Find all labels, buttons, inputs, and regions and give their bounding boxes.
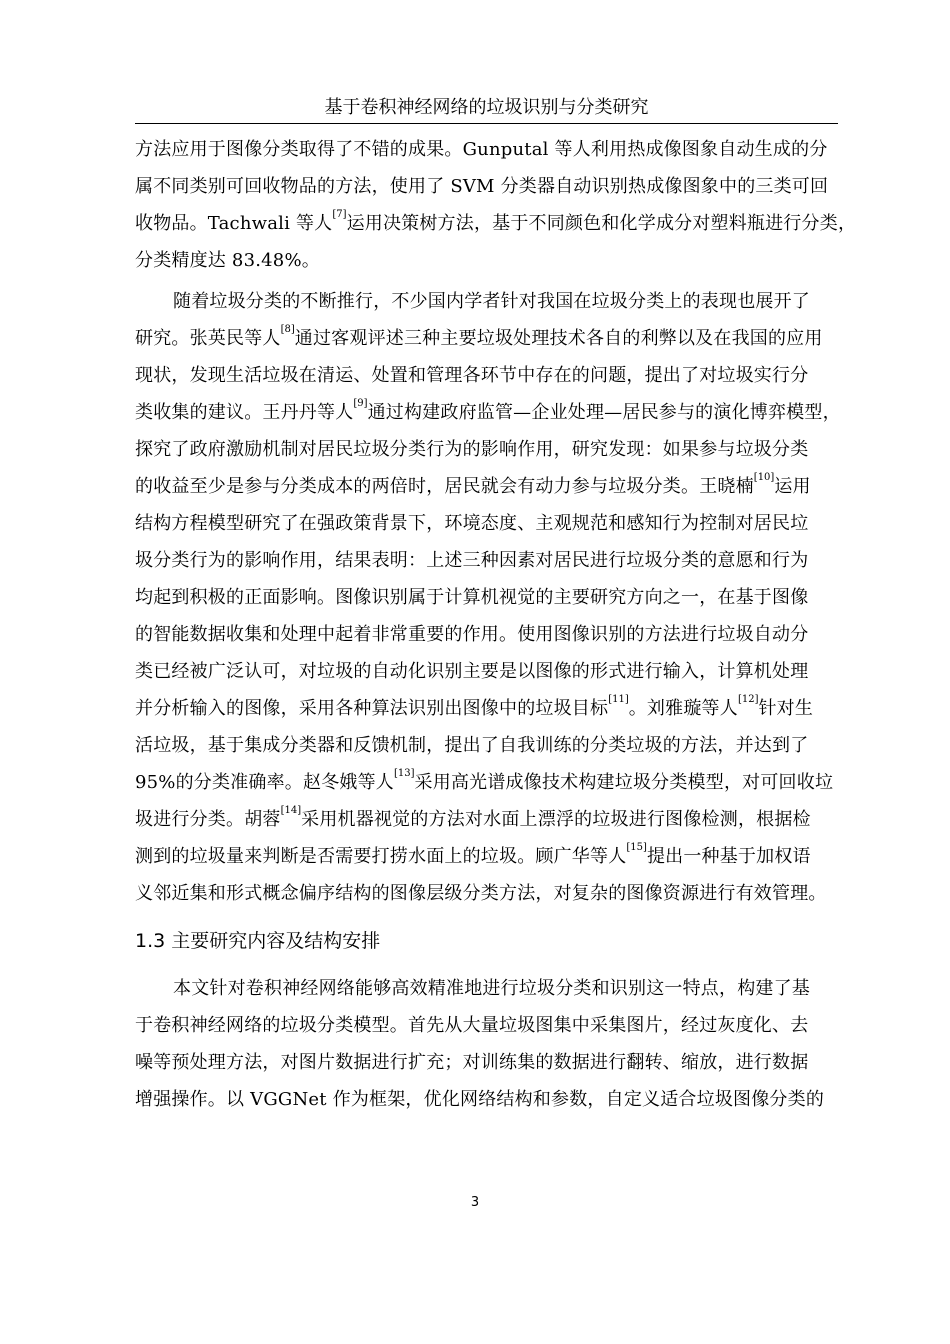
text-line: [135, 357, 865, 394]
text-line: [135, 875, 865, 912]
text-line: [135, 283, 865, 320]
text-run: 活垃圾，基于集成分类器和反馈机制，提出了自我训练的分类垃圾的方法，并达到了: [135, 735, 809, 756]
text-run: 于卷积神经网络的垃圾分类模型。首先从大量垃圾图集中采集图片，经过灰度化、去: [135, 1015, 809, 1036]
text-run: 探究了政府激励机制对居民垃圾分类行为的影响作用，研究发现：如果参与垃圾分类: [135, 439, 809, 460]
text-run: 属不同类别可回收物品的方法，使用了 SVM 分类器自动识别热成像图象中的三类可回: [135, 176, 829, 197]
citation-marker: [7]: [332, 209, 347, 220]
text-line: [135, 320, 865, 357]
text-run: 通过客观评述三种主要垃圾处理技术各自的利弊以及在我国的应用: [294, 328, 823, 349]
text-run: 分类精度达 83.48%。: [135, 250, 320, 271]
text-line: [135, 242, 865, 279]
text-run: 结构方程模型研究了在强政策背景下，环境态度、主观规范和感知行为控制对居民垃: [135, 513, 809, 534]
text-run: 随着垃圾分类的不断推行，不少国内学者针对我国在垃圾分类上的表现也展开了: [173, 291, 810, 312]
text-line: [135, 1044, 865, 1081]
text-line: [135, 394, 865, 431]
text-run: 通过构建政府监管—企业处理—居民参与的演化博弈模型，: [367, 402, 841, 423]
text-run: 测到的垃圾量来判断是否需要打捞水面上的垃圾。顾广华等人: [135, 846, 627, 867]
text-line: [135, 505, 865, 542]
text-run: 收物品。Tachwali 等人: [135, 213, 333, 234]
text-run: 运用决策树方法，基于不同颜色和化学成分对塑料瓶进行分类，: [346, 213, 857, 234]
text-line: [135, 131, 865, 168]
citation-marker: [9]: [353, 398, 368, 409]
text-run: 的收益至少是参与分类成本的两倍时，居民就会有动力参与垃圾分类。王晓楠: [135, 476, 754, 497]
text-line: [135, 431, 865, 468]
text-run: 并分析输入的图像，采用各种算法识别出图像中的垃圾目标: [135, 698, 609, 719]
text-line: [135, 616, 865, 653]
text-run: 增强操作。以 VGGNet 作为框架，优化网络结构和参数，自定义适合垃圾图像分类的: [135, 1089, 825, 1110]
text-run: 义邻近集和形式概念偏序结构的图像层级分类方法，对复杂的图像资源进行有效管理。: [135, 883, 827, 904]
running-header: 基于卷积神经网络的垃圾识别与分类研究: [324, 97, 649, 118]
header-rule: [135, 123, 838, 124]
paragraph-group: [135, 131, 865, 912]
text-line: [135, 690, 865, 727]
citation-marker: [15]: [626, 842, 647, 853]
text-line: [135, 801, 865, 838]
citation-marker: [12]: [737, 694, 759, 705]
text-run: 的智能数据收集和处理中起着非常重要的作用。使用图像识别的方法进行垃圾自动分: [135, 624, 809, 645]
text-line: [135, 764, 865, 801]
text-run: 均起到积极的正面影响。图像识别属于计算机视觉的主要研究方向之一，在基于图像: [135, 587, 809, 608]
page-number: 3: [470, 1195, 480, 1210]
text-run: 圾进行分类。胡蓉: [135, 809, 281, 830]
text-line: [135, 468, 865, 505]
text-run: 类收集的建议。王丹丹等人: [135, 402, 354, 423]
citation-marker: [8]: [280, 324, 295, 335]
text-line: [135, 579, 865, 616]
text-run: 采用高光谱成像技术构建垃圾分类模型，对可回收垃: [414, 772, 834, 793]
document-body: [135, 131, 865, 1118]
text-run: 运用: [774, 476, 811, 497]
text-run: 针对生: [758, 698, 814, 719]
text-run: 圾分类行为的影响作用，结果表明：上述三种因素对居民进行垃圾分类的意愿和行为: [135, 550, 809, 571]
text-run: 。刘雅璇等人: [628, 698, 738, 719]
text-run: 现状，发现生活垃圾在清运、处置和管理各环节中存在的问题，提出了对垃圾实行分: [135, 365, 809, 386]
paragraph: [135, 283, 865, 912]
text-line: [135, 1081, 865, 1118]
text-run: 采用机器视觉的方法对水面上漂浮的垃圾进行图像检测，根据检: [301, 809, 811, 830]
text-run: 95%的分类准确率。赵冬娥等人: [135, 772, 395, 793]
text-line: [135, 653, 865, 690]
citation-marker: [13]: [394, 768, 415, 779]
text-line: [135, 168, 865, 205]
text-run: 本文针对卷积神经网络能够高效精准地进行垃圾分类和识别这一特点，构建了基: [173, 978, 810, 999]
text-run: 方法应用于图像分类取得了不错的成果。Gunputal 等人利用热成像图象自动生成的分: [135, 139, 828, 160]
text-run: 类已经被广泛认可，对垃圾的自动化识别主要是以图像的形式进行输入，计算机处理: [135, 661, 809, 682]
citation-marker: [14]: [280, 805, 302, 816]
citation-marker: [11]: [608, 694, 629, 705]
text-line: [135, 205, 865, 242]
text-line: [135, 838, 865, 875]
text-line: [135, 1007, 865, 1044]
text-line: [135, 727, 865, 764]
text-line: [135, 970, 865, 1007]
text-run: 提出一种基于加权语: [646, 846, 811, 867]
section-heading: 1.3 主要研究内容及结构安排: [135, 930, 381, 952]
paragraph-group: [135, 970, 865, 1118]
paragraph: [135, 970, 865, 1118]
text-run: 噪等预处理方法，对图片数据进行扩充；对训练集的数据进行翻转、缩放，进行数据: [135, 1052, 809, 1073]
citation-marker: [10]: [753, 472, 775, 483]
text-run: 研究。张英民等人: [135, 328, 281, 349]
paragraph: [135, 131, 865, 283]
text-line: [135, 542, 865, 579]
